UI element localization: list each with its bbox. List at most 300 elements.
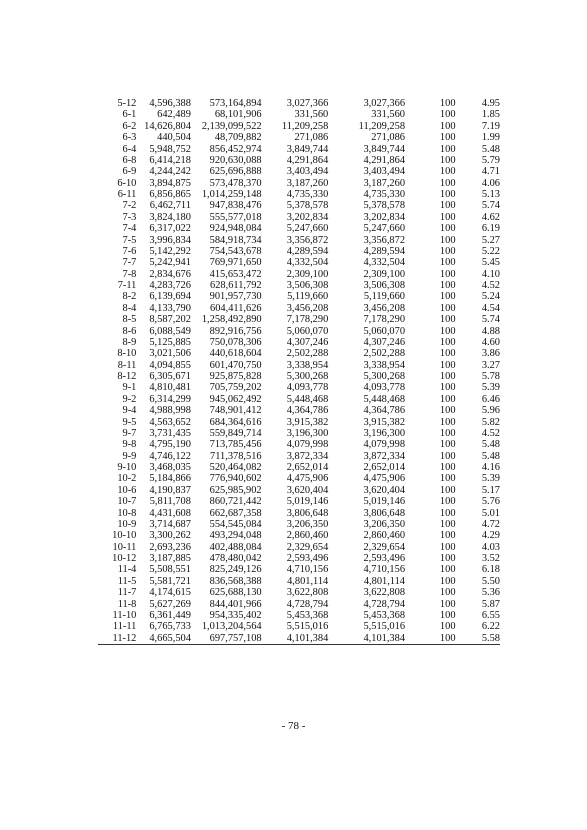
rate-cell: 7.19 xyxy=(481,120,500,132)
percent-cell: 100 xyxy=(439,189,456,200)
value-c-cell: 3,622,808 xyxy=(286,587,329,599)
value-d-cell: 4,364,786 xyxy=(363,405,406,417)
value-d-cell: 3,206,350 xyxy=(363,518,406,530)
value-b-cell: 48,709,882 xyxy=(214,132,262,144)
percent-cell: 100 xyxy=(439,484,456,496)
period-cell: 6-1 xyxy=(122,109,137,121)
value-c-cell: 3,206,350 xyxy=(286,518,329,530)
rate-cell: 4.29 xyxy=(481,530,500,542)
value-d-cell: 3,872,334 xyxy=(363,450,406,462)
table-row xyxy=(98,439,500,450)
value-b-cell: 920,630,088 xyxy=(209,154,262,166)
rate-cell: 5.96 xyxy=(481,405,500,417)
rate-cell: 4.88 xyxy=(481,325,500,337)
percent-cell: 100 xyxy=(439,382,456,394)
period-cell: 9-10 xyxy=(117,462,137,473)
value-c-cell: 3,456,208 xyxy=(286,302,329,314)
value-d-cell: 3,622,808 xyxy=(363,587,406,599)
rate-cell: 4.16 xyxy=(481,462,500,473)
period-cell: 6-9 xyxy=(122,166,137,178)
value-a-cell: 4,988,998 xyxy=(149,405,191,417)
table-row xyxy=(98,257,500,268)
rate-cell: 6.55 xyxy=(481,609,500,621)
percent-cell: 100 xyxy=(439,177,456,189)
value-c-cell: 4,475,906 xyxy=(286,473,329,485)
period-cell: 6-8 xyxy=(122,154,137,166)
value-c-cell: 4,710,156 xyxy=(286,564,329,576)
table-row xyxy=(98,326,500,337)
rate-cell: 4.54 xyxy=(481,302,500,314)
value-c-cell: 3,403,494 xyxy=(286,166,329,178)
rate-cell: 5.39 xyxy=(481,473,500,485)
period-cell: 7-6 xyxy=(122,245,137,257)
value-d-cell: 4,289,594 xyxy=(363,245,406,257)
page-number: - 78 - xyxy=(281,720,306,732)
value-b-cell: 2,139,099,522 xyxy=(201,120,262,132)
percent-cell: 100 xyxy=(439,98,456,109)
value-b-cell: 750,078,306 xyxy=(209,336,262,348)
period-cell: 11-4 xyxy=(117,564,137,576)
rate-cell: 5.22 xyxy=(481,245,500,257)
value-b-cell: 954,335,402 xyxy=(209,609,262,621)
value-a-cell: 4,596,388 xyxy=(149,98,191,109)
value-b-cell: 493,294,048 xyxy=(209,530,262,542)
value-c-cell: 271,086 xyxy=(294,132,329,144)
period-cell: 7-8 xyxy=(122,268,137,280)
value-a-cell: 4,563,652 xyxy=(149,416,191,428)
period-cell: 8-6 xyxy=(122,325,137,337)
value-a-cell: 2,834,676 xyxy=(149,268,191,280)
table-row xyxy=(98,599,500,610)
percent-cell: 100 xyxy=(439,234,456,246)
value-d-cell: 11,209,258 xyxy=(358,120,406,132)
value-b-cell: 705,759,202 xyxy=(209,382,262,394)
rate-cell: 4.62 xyxy=(481,211,500,223)
value-c-cell: 5,515,016 xyxy=(286,621,329,633)
rate-cell: 5.24 xyxy=(481,291,500,303)
rate-cell: 4.03 xyxy=(481,541,500,553)
data-table-body xyxy=(98,98,500,645)
value-a-cell: 3,731,435 xyxy=(149,427,191,439)
value-c-cell: 4,364,786 xyxy=(286,405,329,417)
value-c-cell: 4,801,114 xyxy=(287,575,329,587)
value-b-cell: 402,488,084 xyxy=(209,541,262,553)
value-d-cell: 3,202,834 xyxy=(363,211,406,223)
value-c-cell: 3,915,382 xyxy=(286,416,329,428)
value-c-cell: 331,560 xyxy=(294,109,329,121)
value-d-cell: 4,728,794 xyxy=(363,598,406,610)
table-row xyxy=(98,428,500,439)
percent-cell: 100 xyxy=(439,291,456,303)
rate-cell: 4.10 xyxy=(481,268,500,280)
period-cell: 8-9 xyxy=(122,336,137,348)
period-cell: 10-10 xyxy=(112,530,137,542)
percent-cell: 100 xyxy=(439,439,456,451)
value-c-cell: 5,019,146 xyxy=(286,496,329,508)
period-cell: 8-4 xyxy=(122,302,137,314)
value-a-cell: 4,190,837 xyxy=(149,484,191,496)
value-a-cell: 6,139,694 xyxy=(149,291,191,303)
value-d-cell: 5,300,268 xyxy=(363,371,406,382)
value-a-cell: 5,627,269 xyxy=(149,598,191,610)
table-row xyxy=(98,519,500,530)
period-cell: 10-6 xyxy=(117,484,137,496)
value-d-cell: 2,860,460 xyxy=(363,530,406,542)
period-cell: 11-5 xyxy=(117,575,137,587)
value-c-cell: 5,448,468 xyxy=(286,393,329,405)
value-c-cell: 11,209,258 xyxy=(281,120,329,132)
period-cell: 6-4 xyxy=(122,143,137,155)
value-a-cell: 3,300,262 xyxy=(149,530,191,542)
value-b-cell: 925,875,828 xyxy=(209,371,262,382)
period-cell: 11-11 xyxy=(112,621,137,633)
period-cell: 9-4 xyxy=(122,405,137,417)
value-b-cell: 478,480,042 xyxy=(209,553,262,564)
value-c-cell: 3,196,300 xyxy=(286,427,329,439)
value-d-cell: 4,079,998 xyxy=(363,439,406,451)
rate-cell: 5.17 xyxy=(481,484,500,496)
value-b-cell: 520,464,082 xyxy=(209,462,262,473)
rate-cell: 4.95 xyxy=(481,98,500,109)
value-a-cell: 3,824,180 xyxy=(149,211,191,223)
value-b-cell: 684,364,616 xyxy=(209,416,262,428)
percent-cell: 100 xyxy=(439,609,456,621)
value-a-cell: 4,746,122 xyxy=(149,450,191,462)
value-c-cell: 3,849,744 xyxy=(286,143,329,155)
rate-cell: 5.58 xyxy=(456,633,500,645)
percent-cell: 100 xyxy=(439,507,456,519)
value-c-cell: 3,187,260 xyxy=(286,177,329,189)
table-row xyxy=(98,371,500,382)
period-cell: 8-10 xyxy=(117,348,137,360)
percent-cell: 100 xyxy=(439,302,456,314)
value-a-cell: 14,626,804 xyxy=(144,120,191,132)
rate-cell: 5.78 xyxy=(481,371,500,382)
percent-cell: 100 xyxy=(439,132,456,144)
value-d-cell: 5,515,016 xyxy=(363,621,406,633)
value-d-cell: 4,307,246 xyxy=(363,336,406,348)
value-c-cell: 5,300,268 xyxy=(286,371,329,382)
value-b-cell: 662,687,358 xyxy=(209,507,262,519)
rate-cell: 5.74 xyxy=(481,314,500,326)
value-b-cell: 697,757,108 xyxy=(191,633,262,645)
rate-cell: 5.36 xyxy=(481,587,500,599)
table-row xyxy=(98,553,500,564)
value-c-cell: 4,332,504 xyxy=(286,257,329,269)
rate-cell: 5.74 xyxy=(481,200,500,212)
period-cell: 7-7 xyxy=(122,257,137,269)
percent-cell: 100 xyxy=(439,450,456,462)
value-d-cell: 4,710,156 xyxy=(363,564,406,576)
period-cell: 9-8 xyxy=(122,439,137,451)
period-cell: 7-3 xyxy=(122,211,137,223)
table-row xyxy=(98,542,500,553)
percent-cell: 100 xyxy=(439,598,456,610)
value-d-cell: 5,019,146 xyxy=(363,496,406,508)
value-b-cell: 573,164,894 xyxy=(209,98,262,109)
value-c-cell: 3,806,648 xyxy=(286,507,329,519)
percent-cell: 100 xyxy=(439,223,456,235)
rate-cell: 5.45 xyxy=(481,257,500,269)
value-d-cell: 2,593,496 xyxy=(363,553,406,564)
value-c-cell: 5,119,660 xyxy=(287,291,329,303)
value-c-cell: 4,101,384 xyxy=(262,633,329,645)
table-row xyxy=(98,417,500,428)
value-b-cell: 924,948,084 xyxy=(209,223,262,235)
percent-cell: 100 xyxy=(439,211,456,223)
value-c-cell: 4,735,330 xyxy=(286,189,329,200)
value-b-cell: 625,696,888 xyxy=(209,166,262,178)
value-b-cell: 68,101,906 xyxy=(214,109,262,121)
table-row xyxy=(98,564,500,575)
value-d-cell: 3,806,648 xyxy=(363,507,406,519)
value-a-cell: 2,693,236 xyxy=(149,541,191,553)
table-row xyxy=(98,144,500,155)
table-row xyxy=(98,166,500,177)
period-cell: 11-10 xyxy=(112,609,137,621)
period-cell: 9-5 xyxy=(122,416,137,428)
value-a-cell: 8,587,202 xyxy=(149,314,191,326)
value-c-cell: 2,652,014 xyxy=(286,462,329,473)
value-d-cell: 4,332,504 xyxy=(363,257,406,269)
percent-cell: 100 xyxy=(439,575,456,587)
value-d-cell: 4,093,778 xyxy=(363,382,406,394)
percent-cell: 100 xyxy=(439,359,456,371)
rate-cell: 4.72 xyxy=(481,518,500,530)
rate-cell: 5.01 xyxy=(481,507,500,519)
table-row xyxy=(98,485,500,496)
value-d-cell: 7,178,290 xyxy=(363,314,406,326)
value-a-cell: 4,244,242 xyxy=(149,166,191,178)
table-row xyxy=(98,473,500,484)
value-b-cell: 754,543,678 xyxy=(209,245,262,257)
rate-cell: 5.39 xyxy=(481,382,500,394)
percent-cell: 100 xyxy=(439,325,456,337)
period-cell: 6-3 xyxy=(122,132,137,144)
percent-cell: 100 xyxy=(405,633,456,645)
table-row xyxy=(98,98,500,109)
percent-cell: 100 xyxy=(439,371,456,382)
rate-cell: 5.76 xyxy=(481,496,500,508)
value-a-cell: 4,283,726 xyxy=(149,280,191,291)
value-a-cell: 4,431,608 xyxy=(149,507,191,519)
period-cell: 7-4 xyxy=(122,223,137,235)
value-a-cell: 6,088,549 xyxy=(149,325,191,337)
value-b-cell: 1,258,492,890 xyxy=(201,314,262,326)
rate-cell: 5.87 xyxy=(481,598,500,610)
table-row xyxy=(98,530,500,541)
percent-cell: 100 xyxy=(439,257,456,269)
value-d-cell: 5,060,070 xyxy=(363,325,406,337)
value-c-cell: 4,728,794 xyxy=(286,598,329,610)
value-c-cell: 2,502,288 xyxy=(286,348,329,360)
rate-cell: 3.86 xyxy=(481,348,500,360)
value-d-cell: 4,101,384 xyxy=(328,633,405,645)
percent-cell: 100 xyxy=(439,405,456,417)
rate-cell: 4.06 xyxy=(481,177,500,189)
percent-cell: 100 xyxy=(439,473,456,485)
value-d-cell: 4,475,906 xyxy=(363,473,406,485)
value-c-cell: 3,356,872 xyxy=(286,234,329,246)
value-b-cell: 892,916,756 xyxy=(209,325,262,337)
value-a-cell: 4,094,855 xyxy=(149,359,191,371)
rate-cell: 4.52 xyxy=(481,280,500,291)
value-b-cell: 625,985,902 xyxy=(209,484,262,496)
percent-cell: 100 xyxy=(439,200,456,212)
period-cell: 7-11 xyxy=(117,280,137,291)
value-b-cell: 628,611,792 xyxy=(210,280,262,291)
value-d-cell: 3,338,954 xyxy=(363,359,406,371)
table-row xyxy=(98,621,500,632)
value-b-cell: 769,971,650 xyxy=(209,257,262,269)
value-a-cell: 6,314,299 xyxy=(149,393,191,405)
rate-cell: 5.50 xyxy=(481,575,500,587)
period-cell: 6-11 xyxy=(117,189,137,200)
value-c-cell: 7,178,290 xyxy=(286,314,329,326)
percent-cell: 100 xyxy=(439,621,456,633)
percent-cell: 100 xyxy=(439,143,456,155)
value-c-cell: 4,093,778 xyxy=(286,382,329,394)
value-d-cell: 5,119,660 xyxy=(363,291,406,303)
value-a-cell: 4,133,790 xyxy=(149,302,191,314)
percent-cell: 100 xyxy=(439,541,456,553)
table-row xyxy=(98,269,500,280)
value-a-cell: 4,174,615 xyxy=(149,587,191,599)
value-a-cell: 5,948,752 xyxy=(149,143,191,155)
value-c-cell: 4,307,246 xyxy=(286,336,329,348)
table-row xyxy=(98,178,500,189)
value-c-cell: 5,378,578 xyxy=(286,200,329,212)
value-b-cell: 860,721,442 xyxy=(209,496,262,508)
value-a-cell: 5,811,708 xyxy=(149,496,191,508)
value-c-cell: 3,027,366 xyxy=(286,98,329,109)
percent-cell: 100 xyxy=(439,109,456,121)
rate-cell: 3.52 xyxy=(481,553,500,564)
percent-cell: 100 xyxy=(439,416,456,428)
table-row xyxy=(98,132,500,143)
percent-cell: 100 xyxy=(439,348,456,360)
value-d-cell: 5,453,368 xyxy=(363,609,406,621)
table-row xyxy=(98,314,500,325)
rate-cell: 5.27 xyxy=(481,234,500,246)
rate-cell: 5.48 xyxy=(481,439,500,451)
value-b-cell: 584,918,734 xyxy=(209,234,262,246)
period-cell: 9-7 xyxy=(122,427,137,439)
period-cell: 10-8 xyxy=(117,507,137,519)
value-a-cell: 6,317,022 xyxy=(149,223,191,235)
percent-cell: 100 xyxy=(439,120,456,132)
value-d-cell: 4,735,330 xyxy=(363,189,406,200)
rate-cell: 4.52 xyxy=(481,427,500,439)
percent-cell: 100 xyxy=(439,530,456,542)
percent-cell: 100 xyxy=(439,518,456,530)
period-cell: 8-5 xyxy=(122,314,137,326)
value-b-cell: 1,013,204,564 xyxy=(201,621,262,633)
percent-cell: 100 xyxy=(439,245,456,257)
period-cell: 6-2 xyxy=(122,120,137,132)
value-a-cell: 6,414,218 xyxy=(149,154,191,166)
value-d-cell: 4,801,114 xyxy=(363,575,406,587)
rate-cell: 5.79 xyxy=(481,154,500,166)
table-row xyxy=(98,508,500,519)
table-row xyxy=(98,246,500,257)
table-row xyxy=(98,280,500,291)
table-row xyxy=(98,382,500,393)
value-c-cell: 4,291,864 xyxy=(286,154,329,166)
rate-cell: 5.82 xyxy=(481,416,500,428)
value-c-cell: 3,620,404 xyxy=(286,484,329,496)
value-c-cell: 4,079,998 xyxy=(286,439,329,451)
rate-cell: 5.13 xyxy=(481,189,500,200)
value-d-cell: 5,378,578 xyxy=(363,200,406,212)
value-a-cell: 5,184,866 xyxy=(149,473,191,485)
value-c-cell: 5,060,070 xyxy=(286,325,329,337)
value-a-cell: 3,894,875 xyxy=(149,177,191,189)
value-c-cell: 3,338,954 xyxy=(286,359,329,371)
value-b-cell: 415,653,472 xyxy=(209,268,262,280)
value-b-cell: 844,401,966 xyxy=(209,598,262,610)
table-row xyxy=(98,394,500,405)
value-b-cell: 776,940,602 xyxy=(209,473,262,485)
value-a-cell: 5,242,941 xyxy=(149,257,191,269)
value-d-cell: 2,329,654 xyxy=(363,541,406,553)
rate-cell: 1.85 xyxy=(481,109,500,121)
table-row xyxy=(98,451,500,462)
value-b-cell: 1,014,259,148 xyxy=(201,189,262,200)
value-b-cell: 825,249,126 xyxy=(209,564,262,576)
value-a-cell: 642,489 xyxy=(157,109,191,121)
value-a-cell: 6,305,671 xyxy=(149,371,191,382)
rate-cell: 6.19 xyxy=(481,223,500,235)
percent-cell: 100 xyxy=(439,427,456,439)
value-b-cell: 856,452,974 xyxy=(209,143,262,155)
value-a-cell: 4,665,504 xyxy=(136,633,191,645)
value-c-cell: 3,506,308 xyxy=(286,280,329,291)
rate-cell: 5.48 xyxy=(481,450,500,462)
value-a-cell: 6,462,711 xyxy=(149,200,191,212)
rate-cell: 4.60 xyxy=(481,336,500,348)
value-b-cell: 440,618,604 xyxy=(209,348,262,360)
table-row xyxy=(98,633,500,645)
period-cell: 8-2 xyxy=(122,291,137,303)
table-row xyxy=(98,291,500,302)
value-c-cell: 2,860,460 xyxy=(286,530,329,542)
percent-cell: 100 xyxy=(439,154,456,166)
value-b-cell: 554,545,084 xyxy=(209,518,262,530)
value-a-cell: 5,581,721 xyxy=(149,575,191,587)
value-c-cell: 5,247,660 xyxy=(286,223,329,235)
value-b-cell: 625,688,130 xyxy=(209,587,262,599)
period-cell: 5-12 xyxy=(117,98,137,109)
period-cell: 10-7 xyxy=(117,496,137,508)
period-cell: 9-2 xyxy=(122,393,137,405)
table-row xyxy=(98,405,500,416)
table-row xyxy=(98,223,500,234)
period-cell: 11-8 xyxy=(117,598,137,610)
value-a-cell: 6,765,733 xyxy=(149,621,191,633)
value-b-cell: 748,901,412 xyxy=(209,405,262,417)
value-a-cell: 6,856,865 xyxy=(149,189,191,200)
rate-cell: 4.71 xyxy=(481,166,500,178)
value-b-cell: 559,849,714 xyxy=(209,427,262,439)
value-a-cell: 3,187,885 xyxy=(149,553,191,564)
rate-cell: 3.27 xyxy=(481,359,500,371)
value-d-cell: 3,187,260 xyxy=(363,177,406,189)
value-c-cell: 2,593,496 xyxy=(286,553,329,564)
table-row xyxy=(98,360,500,371)
value-d-cell: 2,652,014 xyxy=(363,462,406,473)
value-b-cell: 713,785,456 xyxy=(209,439,262,451)
